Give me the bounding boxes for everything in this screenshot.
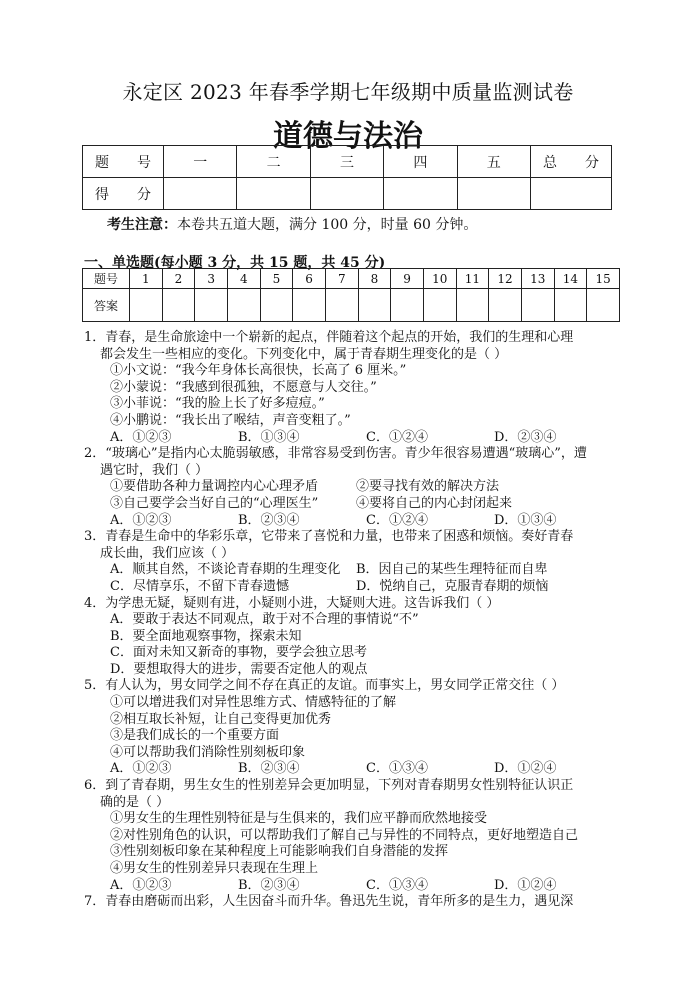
question-2-item-1: ①要借助各种力量调控内心心理矛盾 [110, 479, 319, 495]
answer-label-answer: 答案 [83, 289, 130, 322]
score-cell[interactable] [384, 178, 457, 210]
question-2-item-4: ④要将自己的内心封闭起来 [356, 495, 513, 511]
question-1-stem-cont: 都会发生一些相应的变化。下列变化中，属于青春期生理变化的是（ ） [100, 346, 508, 362]
choice-b[interactable]: B．②③④ [238, 877, 300, 893]
choice-b[interactable]: B．因自己的某些生理特征而自卑 [356, 562, 548, 578]
question-3-stem: 3．青春是生命中的华彩乐章，它带来了喜悦和力量，也带来了困惑和烦恼。奏好青春 [84, 529, 574, 545]
question-3-choices-row [84, 562, 624, 579]
question-6-item-3: ③性别刻板印象在某种程度上可能影响我们自身潜能的发挥 [110, 844, 449, 860]
question-2-stem-cont: 遇它时，我们（ ） [100, 462, 209, 478]
choice-d[interactable]: D．①②④ [494, 877, 557, 893]
question-7-stem: 7．青春由磨砺而出彩，人生因奋斗而升华。鲁迅先生说，青年所多的是生力，遇见深 [84, 894, 574, 910]
choice-a[interactable]: A．①②③ [110, 877, 172, 893]
notice-label: 考生注意： [107, 217, 177, 233]
score-cell[interactable] [310, 178, 383, 210]
answer-blank-cell[interactable] [554, 289, 587, 322]
question-1-item-2: ②小蒙说：“我感到很孤独，不愿意与人交往。” [110, 379, 377, 395]
question-6-choices [84, 878, 624, 895]
choice-c[interactable]: C．面对未知又新奇的事物，要学会独立思考 [110, 645, 367, 661]
choice-a[interactable]: A．①②③ [110, 429, 172, 445]
answer-blank-cell[interactable] [325, 289, 358, 322]
question-3-choices-row [84, 579, 624, 596]
question-6-stem: 6．到了青春期，男生女生的性别差异会更加明显，下列对青春期男女性别特征认识正 [84, 778, 574, 794]
score-label-points: 得 分 [83, 178, 164, 210]
question-2-items-row [84, 479, 624, 496]
exam-notice [107, 214, 477, 234]
score-label-number: 题 号 [83, 146, 164, 178]
choice-d[interactable]: D．悦纳自己，克服青春期的烦恼 [356, 578, 549, 594]
question-5-stem: 5．有人认为，男女同学之间不存在真正的友谊。而事实上，男女同学正常交往（ ） [84, 678, 565, 694]
answer-blank-cell[interactable] [587, 289, 620, 322]
score-col-2: 二 [237, 146, 310, 178]
answer-number-cell: 7 [325, 269, 358, 289]
answer-blank-cell[interactable] [293, 289, 326, 322]
answer-blank-cell[interactable] [130, 289, 163, 322]
choice-b[interactable]: B．要全面地观察事物，探索未知 [110, 628, 302, 644]
question-5-item-4: ④可以帮助我们消除性别刻板印象 [110, 744, 306, 760]
question-3-stem-cont: 成长曲，我们应该（ ） [100, 545, 235, 561]
answer-blank-cell[interactable] [162, 289, 195, 322]
choice-b[interactable]: B．①③④ [238, 429, 300, 445]
answer-number-cell: 4 [227, 269, 260, 289]
choice-d[interactable]: D．①③④ [494, 512, 557, 528]
question-6-stem-cont: 确的是（ ） [100, 794, 170, 810]
question-6-item-1: ①男女生的生理性别特征是与生俱来的，我们应平静而欣然地接受 [110, 811, 488, 827]
questions [84, 330, 624, 911]
choice-d[interactable]: D．①②④ [494, 761, 557, 777]
question-2-item-2: ②要寻找有效的解决方法 [356, 479, 500, 495]
question-6-item-2: ②对性别角色的认识，可以帮助我们了解自己与异性的不同特点，更好地塑造自己 [110, 827, 579, 843]
question-2-choices [84, 513, 624, 530]
answer-number-cell: 5 [260, 269, 293, 289]
question-1-item-4: ④小鹏说：“我长出了喉结，声音变粗了。” [110, 412, 351, 428]
answer-blank-cell[interactable] [521, 289, 554, 322]
question-5-item-1: ①可以增进我们对异性思维方式、情感特征的了解 [110, 695, 397, 711]
choice-c[interactable]: C．①③④ [366, 877, 428, 893]
exam-subject: 道德与法治 [273, 119, 423, 154]
question-2-items-row [84, 496, 624, 513]
question-4-stem: 4．为学患无疑，疑则有进，小疑则小进，大疑则大进。这告诉我们（ ） [84, 595, 500, 611]
question-5-item-3: ③是我们成长的一个重要方面 [110, 728, 280, 744]
answer-number-cell: 6 [293, 269, 326, 289]
answer-number-cell: 2 [162, 269, 195, 289]
answer-blank-cell[interactable] [260, 289, 293, 322]
choice-c[interactable]: C．①②④ [366, 512, 428, 528]
choice-a[interactable]: A．顺其自然，不谈论青春期的生理变化 [110, 562, 341, 578]
score-col-1: 一 [164, 146, 237, 178]
choice-a[interactable]: A．要敢于表达不同观点，敢于对不合理的事情说“不” [110, 612, 419, 628]
answer-label-number: 题号 [83, 269, 130, 289]
choice-d[interactable]: D．要想取得大的进步，需要否定他人的观点 [110, 661, 368, 677]
answer-number-cell: 10 [423, 269, 456, 289]
choice-c[interactable]: C．尽情享乐，不留下青春遗憾 [110, 578, 289, 594]
score-table [82, 145, 612, 210]
answer-blank-cell[interactable] [423, 289, 456, 322]
answer-blank-cell[interactable] [456, 289, 489, 322]
section-heading: 一、单选题(每小题 3 分，共 15 题，共 45 分) [84, 255, 386, 271]
answer-blank-cell[interactable] [489, 289, 522, 322]
answer-blank-cell[interactable] [227, 289, 260, 322]
question-6-item-4: ④男女生的性别差异只表现在生理上 [110, 861, 319, 876]
score-col-4: 四 [384, 146, 457, 178]
question-1-stem: 1．青春，是生命旅途中一个崭新的起点，伴随着这个起点的开始，我们的生理和心理 [84, 330, 574, 345]
question-5-item-2: ②相互取长补短，让自己变得更加优秀 [110, 711, 332, 727]
score-cell[interactable] [531, 178, 612, 210]
answer-number-cell: 8 [358, 269, 391, 289]
score-col-total: 总 分 [531, 146, 612, 178]
answer-blank-cell[interactable] [195, 289, 228, 322]
answer-number-cell: 1 [130, 269, 163, 289]
question-2-item-3: ③自己要学会当好自己的“心理医生” [110, 495, 319, 511]
question-1-item-3: ③小菲说：“我的脸上长了好多痘痘。” [110, 396, 325, 412]
choice-d[interactable]: D．②③④ [494, 429, 557, 445]
answer-number-cell: 9 [391, 269, 424, 289]
score-cell[interactable] [164, 178, 237, 210]
question-5-choices [84, 761, 624, 778]
question-2-stem: 2．“玻璃心”是指内心太脆弱敏感，非常容易受到伤害。青少年很容易遭遇“玻璃心”，遭 [84, 446, 587, 462]
score-col-5: 五 [457, 146, 530, 178]
question-1-choices [84, 430, 624, 447]
answer-number-cell: 13 [521, 269, 554, 289]
answer-number-cell: 11 [456, 269, 489, 289]
choice-a[interactable]: A．①②③ [110, 512, 172, 528]
question-1-item-1: ①小文说：“我今年身体长高很快，长高了 6 厘米。” [110, 363, 407, 379]
choice-b[interactable]: B．②③④ [238, 761, 300, 777]
score-cell[interactable] [237, 178, 310, 210]
answer-number-cell: 3 [195, 269, 228, 289]
notice-text: 本卷共五道大题，满分 100 分，时量 60 分钟。 [177, 217, 478, 233]
choice-a[interactable]: A．①②③ [110, 761, 172, 777]
choice-b[interactable]: B．②③④ [238, 512, 300, 528]
answer-blank-cell[interactable] [391, 289, 424, 322]
score-col-3: 三 [310, 146, 383, 178]
score-cell[interactable] [457, 178, 530, 210]
answer-blank-cell[interactable] [358, 289, 391, 322]
answer-number-cell: 14 [554, 269, 587, 289]
answer-number-cell: 15 [587, 269, 620, 289]
choice-c[interactable]: C．①②④ [366, 429, 428, 445]
answer-number-cell: 12 [489, 269, 522, 289]
answer-table [82, 268, 620, 322]
exam-title: 永定区 2023 年春季学期七年级期中质量监测试卷 [122, 80, 574, 104]
choice-c[interactable]: C．①③④ [366, 761, 428, 777]
